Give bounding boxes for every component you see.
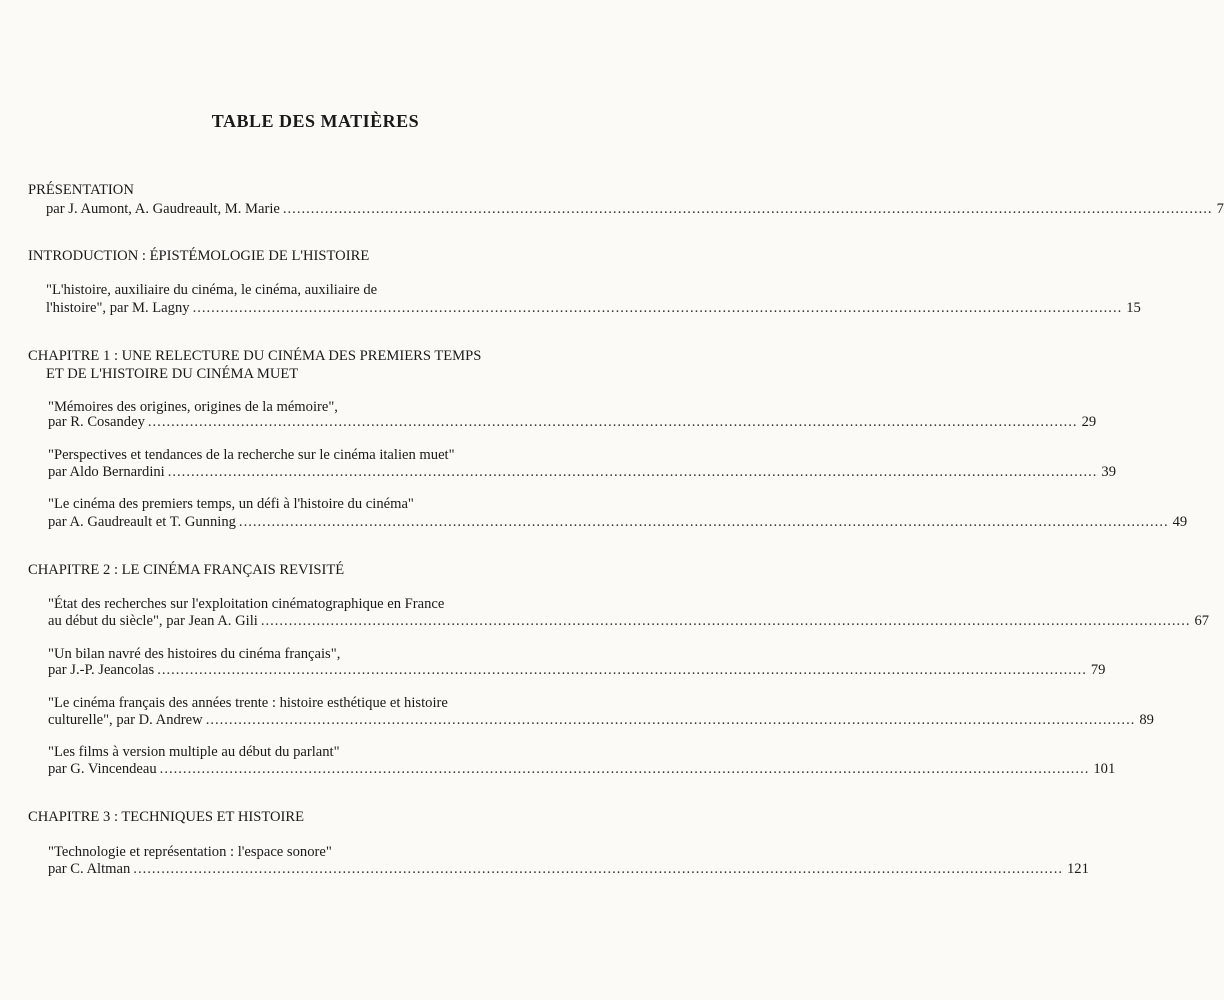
toc-entry — [46, 299, 1141, 317]
toc-entry-authors: par J. Aumont, A. Gaudreault, M. Marie — [46, 201, 280, 217]
toc-entry — [48, 612, 1210, 630]
dot-leader: ........................................................................................................................................................................................................ — [147, 414, 1078, 430]
page-title: TABLE DES MATIÈRES — [211, 111, 420, 131]
toc-entry — [48, 463, 1117, 481]
toc-entry-authors: par G. Vincendeau — [48, 761, 157, 777]
dot-leader: ........................................................................................................................................................................................................ — [282, 201, 1213, 217]
toc-entry-title: "Les films à version multiple au début du parlant" — [48, 744, 340, 760]
toc-entry — [48, 711, 1154, 729]
toc-entry — [48, 661, 1106, 679]
toc-entry — [48, 413, 1097, 431]
toc-page-number: 67 — [1194, 613, 1210, 629]
toc-entry-authors: par R. Cosandey — [48, 414, 145, 430]
toc-entry-presentation — [46, 200, 1224, 218]
toc-page-number: 7 — [1216, 201, 1224, 217]
dot-leader: ........................................................................................................................................................................................................ — [238, 514, 1169, 530]
toc-page-number: 49 — [1172, 514, 1188, 530]
toc-page-number: 15 — [1126, 300, 1141, 316]
toc-entry-title: "État des recherches sur l'exploitation cinématographique en France — [48, 596, 445, 612]
toc-entry-authors: l'histoire", par M. Lagny — [46, 300, 190, 316]
section-heading-presentation: PRÉSENTATION — [28, 182, 134, 198]
toc-entry-title: "Technologie et représentation : l'espace sonore" — [48, 844, 332, 860]
toc-page-number: 79 — [1090, 662, 1106, 678]
section-heading-chapter1-cont: ET DE L'HISTOIRE DU CINÉMA MUET — [46, 366, 299, 382]
toc-entry-authors: par J.-P. Jeancolas — [48, 662, 155, 678]
toc-entry-title: "Mémoires des origines, origines de la mémoire", — [48, 399, 338, 415]
dot-leader: ........................................................................................................................................................................................................ — [133, 861, 1063, 877]
section-heading-chapter2: CHAPITRE 2 : LE CINÉMA FRANÇAIS REVISITÉ — [28, 562, 345, 578]
dot-leader: ........................................................................................................................................................................................................ — [192, 300, 1123, 316]
toc-entry — [48, 513, 1188, 531]
toc-entry-authors: culturelle", par D. Andrew — [48, 712, 203, 728]
toc-entry-authors: au début du siècle", par Jean A. Gili — [48, 613, 258, 629]
toc-entry-authors: par C. Altman — [48, 861, 131, 877]
toc-entry-authors: par A. Gaudreault et T. Gunning — [48, 514, 236, 530]
dot-leader: ........................................................................................................................................................................................................ — [260, 613, 1191, 629]
toc-page-number: 101 — [1093, 761, 1116, 777]
section-heading-chapter1: CHAPITRE 1 : UNE RELECTURE DU CINÉMA DES PREMIERS TEMPS — [28, 348, 482, 364]
dot-leader: ........................................................................................................................................................................................................ — [157, 662, 1087, 678]
toc-entry-title: "Perspectives et tendances de la recherche sur le cinéma italien muet" — [48, 447, 455, 463]
toc-entry — [48, 860, 1089, 878]
toc-page-number: 29 — [1081, 414, 1097, 430]
dot-leader: ........................................................................................................................................................................................................ — [167, 464, 1098, 480]
dot-leader: ........................................................................................................................................................................................................ — [205, 712, 1136, 728]
section-heading-introduction: INTRODUCTION : ÉPISTÉMOLOGIE DE L'HISTOIRE — [28, 248, 370, 264]
toc-entry-title: "Le cinéma des premiers temps, un défi à l'histoire du cinéma" — [48, 496, 414, 512]
dot-leader: ........................................................................................................................................................................................................ — [159, 761, 1090, 777]
toc-entry-title: "Le cinéma français des années trente : histoire esthétique et histoire — [48, 695, 448, 711]
toc-entry — [48, 760, 1116, 778]
toc-page-number: 89 — [1139, 712, 1154, 728]
toc-entry-title: "Un bilan navré des histoires du cinéma français", — [48, 646, 341, 662]
toc-entry-authors: par Aldo Bernardini — [48, 464, 165, 480]
section-heading-chapter3: CHAPITRE 3 : TECHNIQUES ET HISTOIRE — [28, 809, 305, 825]
toc-page-number: 39 — [1101, 464, 1117, 480]
toc-entry-title: "L'histoire, auxiliaire du cinéma, le cinéma, auxiliaire de — [46, 282, 378, 298]
toc-page-number: 121 — [1066, 861, 1089, 877]
